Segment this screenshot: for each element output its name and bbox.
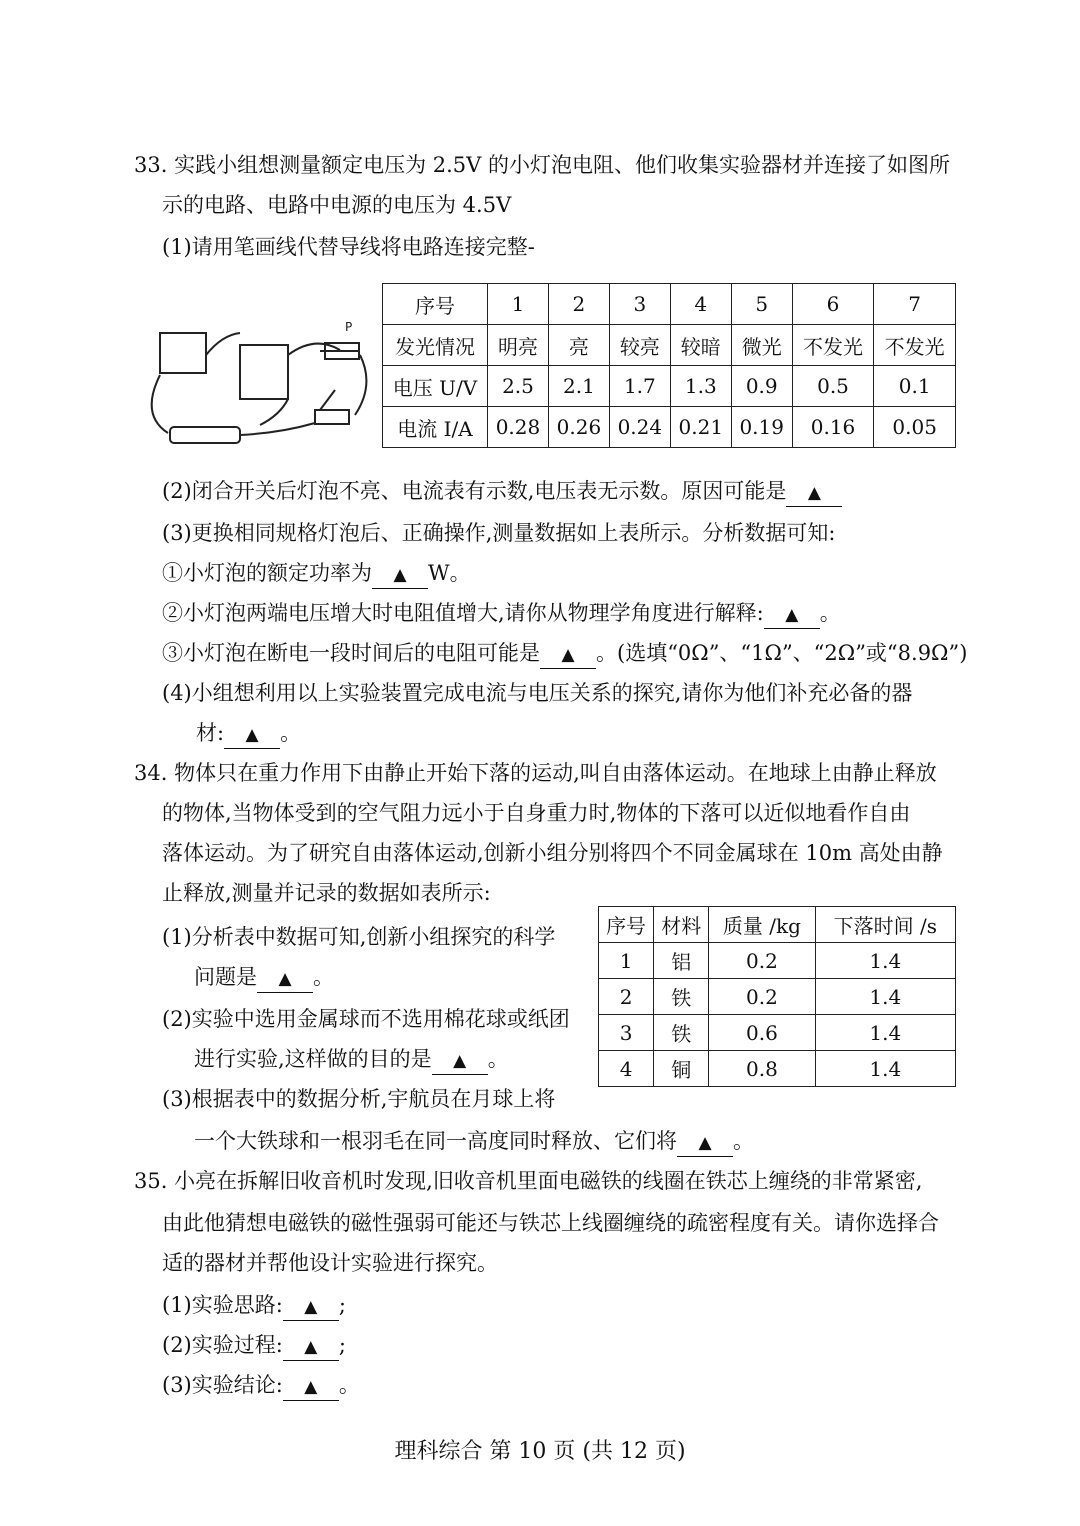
- cell: 0.05: [874, 407, 956, 448]
- triangle-icon: ▲: [304, 1337, 318, 1357]
- cell: 3: [609, 284, 670, 325]
- cell: 2.5: [488, 366, 549, 407]
- q33-part3c-text: ③小灯泡在断电一段时间后的电阻可能是: [162, 641, 540, 665]
- q34-part2-line2: [194, 1044, 509, 1075]
- table-row: [383, 366, 956, 407]
- answer-blank[interactable]: [224, 720, 280, 749]
- q34-part2-end: 。: [487, 1047, 509, 1071]
- answer-blank[interactable]: [257, 964, 313, 993]
- q33-part3a: [162, 558, 471, 589]
- battery-icon: [170, 427, 240, 443]
- cell: 0.5: [792, 366, 874, 407]
- row-header: 序号: [383, 284, 488, 325]
- cell: 0.9: [731, 366, 792, 407]
- q33-part3b: [162, 598, 841, 629]
- cell: 铝: [654, 943, 709, 979]
- answer-blank[interactable]: [764, 600, 820, 629]
- cell: 2: [548, 284, 609, 325]
- q35-part1-end: ;: [338, 1293, 346, 1317]
- table-row: [599, 1051, 956, 1087]
- q35-part3-end: 。: [338, 1373, 360, 1397]
- q34-stem-line3: 落体运动。为了研究自由落体运动,创新小组分别将四个不同金属球在 10m 高处由静: [162, 841, 943, 865]
- row-header: 发光情况: [383, 325, 488, 366]
- cell: 3: [599, 1015, 654, 1051]
- cell: 1.3: [670, 366, 731, 407]
- column-header: 下落时间 /s: [815, 907, 955, 943]
- q33-part4-line2: [196, 718, 301, 749]
- q33-part3b-end: 。: [819, 601, 841, 625]
- cell: 1.7: [609, 366, 670, 407]
- q33-part3: (3)更换相同规格灯泡后、正确操作,测量数据如上表所示。分析数据可知:: [162, 521, 836, 545]
- cell: 5: [731, 284, 792, 325]
- cell: 0.1: [874, 366, 956, 407]
- q35-part2-end: ;: [338, 1333, 346, 1357]
- table-header-row: [599, 907, 956, 943]
- q34-part2-text: 进行实验,这样做的目的是: [194, 1047, 432, 1071]
- q35-part1: [162, 1290, 346, 1321]
- cell: 0.8: [709, 1051, 815, 1087]
- cell: 6: [792, 284, 874, 325]
- cell: 4: [670, 284, 731, 325]
- cell: 0.6: [709, 1015, 815, 1051]
- q34-part3-end: 。: [733, 1129, 754, 1153]
- q33-part2: [162, 476, 842, 507]
- answer-blank[interactable]: [432, 1046, 488, 1075]
- column-header: 材料: [654, 907, 709, 943]
- cell: 不发光: [792, 325, 874, 366]
- answer-blank[interactable]: [372, 560, 428, 589]
- q34-stem-line4: 止释放,测量并记录的数据如表所示:: [162, 881, 491, 905]
- cell: 微光: [731, 325, 792, 366]
- q35-part3-text: (3)实验结论:: [162, 1373, 283, 1397]
- q35-stem-line1: 35. 小亮在拆解旧收音机时发现,旧收音机里面电磁铁的线圈在铁芯上缠绕的非常紧密,: [134, 1169, 923, 1193]
- q34-stem-line1: 34. 物体只在重力作用下由静止开始下落的运动,叫自由落体运动。在地球上由静止释放: [134, 761, 937, 785]
- triangle-icon: ▲: [245, 725, 259, 745]
- q33-part4-line1: (4)小组想利用以上实验装置完成电流与电压关系的探究,请你为他们补充必备的器: [162, 681, 913, 705]
- q34-part1-line1: (1)分析表中数据可知,创新小组探究的科学: [162, 925, 556, 949]
- q33-part3a-unit: W。: [428, 561, 471, 585]
- cell: 0.2: [709, 979, 815, 1015]
- answer-blank[interactable]: [283, 1372, 339, 1401]
- cell: 铁: [654, 979, 709, 1015]
- cell: 0.24: [609, 407, 670, 448]
- q35-part2: [162, 1330, 346, 1361]
- table-row: [383, 284, 956, 325]
- column-header: 质量 /kg: [709, 907, 815, 943]
- q34-part1-end: 。: [313, 965, 334, 989]
- table-row: [599, 943, 956, 979]
- circuit-diagram: [140, 315, 370, 455]
- q34-part3-text: 一个大铁球和一根羽毛在同一高度同时释放、它们将: [194, 1129, 677, 1153]
- q35-stem-line3: 适的器材并帮他设计实验进行探究。: [162, 1251, 498, 1275]
- cell: 铁: [654, 1015, 709, 1051]
- triangle-icon: ▲: [698, 1133, 712, 1153]
- q34-part3-line1: (3)根据表中的数据分析,宇航员在月球上将: [162, 1087, 556, 1111]
- q34-part2-line1: (2)实验中选用金属球而不选用棉花球或纸团: [162, 1007, 570, 1031]
- triangle-icon: ▲: [453, 1051, 467, 1071]
- q33-data-table: [382, 283, 956, 448]
- table-row: [383, 325, 956, 366]
- cell: 较亮: [609, 325, 670, 366]
- triangle-icon: ▲: [393, 565, 407, 585]
- cell: 1.4: [815, 1015, 955, 1051]
- row-header: 电流 I/A: [383, 407, 488, 448]
- cell: 0.28: [488, 407, 549, 448]
- cell: 2: [599, 979, 654, 1015]
- q33-stem-line2: 示的电路、电路中电源的电压为 4.5V: [162, 193, 512, 217]
- q35-part2-text: (2)实验过程:: [162, 1333, 283, 1357]
- cell: 0.2: [709, 943, 815, 979]
- ammeter-icon: [240, 345, 288, 399]
- cell: 1: [488, 284, 549, 325]
- q33-part4-text: 材:: [196, 721, 225, 745]
- q33-part3c: [162, 638, 967, 669]
- triangle-icon: ▲: [278, 969, 292, 989]
- triangle-icon: ▲: [807, 483, 821, 503]
- cell: 1.4: [815, 1051, 955, 1087]
- answer-blank[interactable]: [283, 1332, 339, 1361]
- cell: 1.4: [815, 979, 955, 1015]
- triangle-icon: ▲: [785, 605, 799, 625]
- q34-part1-text: 问题是: [194, 965, 257, 989]
- answer-blank[interactable]: [283, 1292, 339, 1321]
- switch-icon: [315, 410, 349, 424]
- q33-part4-end: 。: [280, 721, 302, 745]
- q33-part3b-text: ②小灯泡两端电压增大时电阻值增大,请你从物理学角度进行解释:: [162, 601, 764, 625]
- q35-part1-text: (1)实验思路:: [162, 1293, 283, 1317]
- cell: 1.4: [815, 943, 955, 979]
- table-row: [599, 1015, 956, 1051]
- cell: 0.19: [731, 407, 792, 448]
- cell: 0.21: [670, 407, 731, 448]
- table-row: [383, 407, 956, 448]
- q33-part1: (1)请用笔画线代替导线将电路连接完整-: [162, 235, 535, 259]
- triangle-icon: ▲: [561, 645, 575, 665]
- cell: 明亮: [488, 325, 549, 366]
- cell: 0.16: [792, 407, 874, 448]
- cell: 铜: [654, 1051, 709, 1087]
- table-row: [599, 979, 956, 1015]
- column-header: 序号: [599, 907, 654, 943]
- q33-stem-line1: 33. 实践小组想测量额定电压为 2.5V 的小灯泡电阻、他们收集实验器材并连接了如图所: [134, 153, 950, 177]
- answer-blank[interactable]: [786, 478, 842, 507]
- q33-part3a-text: ①小灯泡的额定功率为: [162, 561, 372, 585]
- cell: 亮: [548, 325, 609, 366]
- cell: 0.26: [548, 407, 609, 448]
- slider-label: P: [345, 320, 353, 334]
- q35-part3: [162, 1370, 360, 1401]
- q33-part2-text: (2)闭合开关后灯泡不亮、电流表有示数,电压表无示数。原因可能是: [162, 479, 787, 503]
- cell: 4: [599, 1051, 654, 1087]
- q35-stem-line2: 由此他猜想电磁铁的磁性强弱可能还与铁芯上线圈缠绕的疏密程度有关。请你选择合: [162, 1211, 939, 1235]
- q34-part1-line2: [194, 962, 334, 993]
- answer-blank[interactable]: [540, 640, 596, 669]
- cell: 2.1: [548, 366, 609, 407]
- answer-blank[interactable]: [677, 1128, 733, 1157]
- cell: 不发光: [874, 325, 956, 366]
- page-footer: 理科综合 第 10 页 (共 12 页): [394, 1439, 686, 1464]
- q34-stem-line2: 的物体,当物体受到的空气阻力远小于自身重力时,物体的下落可以近似地看作自由: [162, 801, 911, 825]
- q34-data-table: [598, 906, 956, 1087]
- row-header: 电压 U/V: [383, 366, 488, 407]
- cell: 1: [599, 943, 654, 979]
- cell: 7: [874, 284, 956, 325]
- q34-part3-line2: [194, 1126, 754, 1157]
- voltmeter-icon: [160, 333, 206, 373]
- triangle-icon: ▲: [304, 1377, 318, 1397]
- q33-part3c-options: 。(选填“0Ω”、“1Ω”、“2Ω”或“8.9Ω”): [596, 641, 968, 665]
- cell: 较暗: [670, 325, 731, 366]
- triangle-icon: ▲: [304, 1297, 318, 1317]
